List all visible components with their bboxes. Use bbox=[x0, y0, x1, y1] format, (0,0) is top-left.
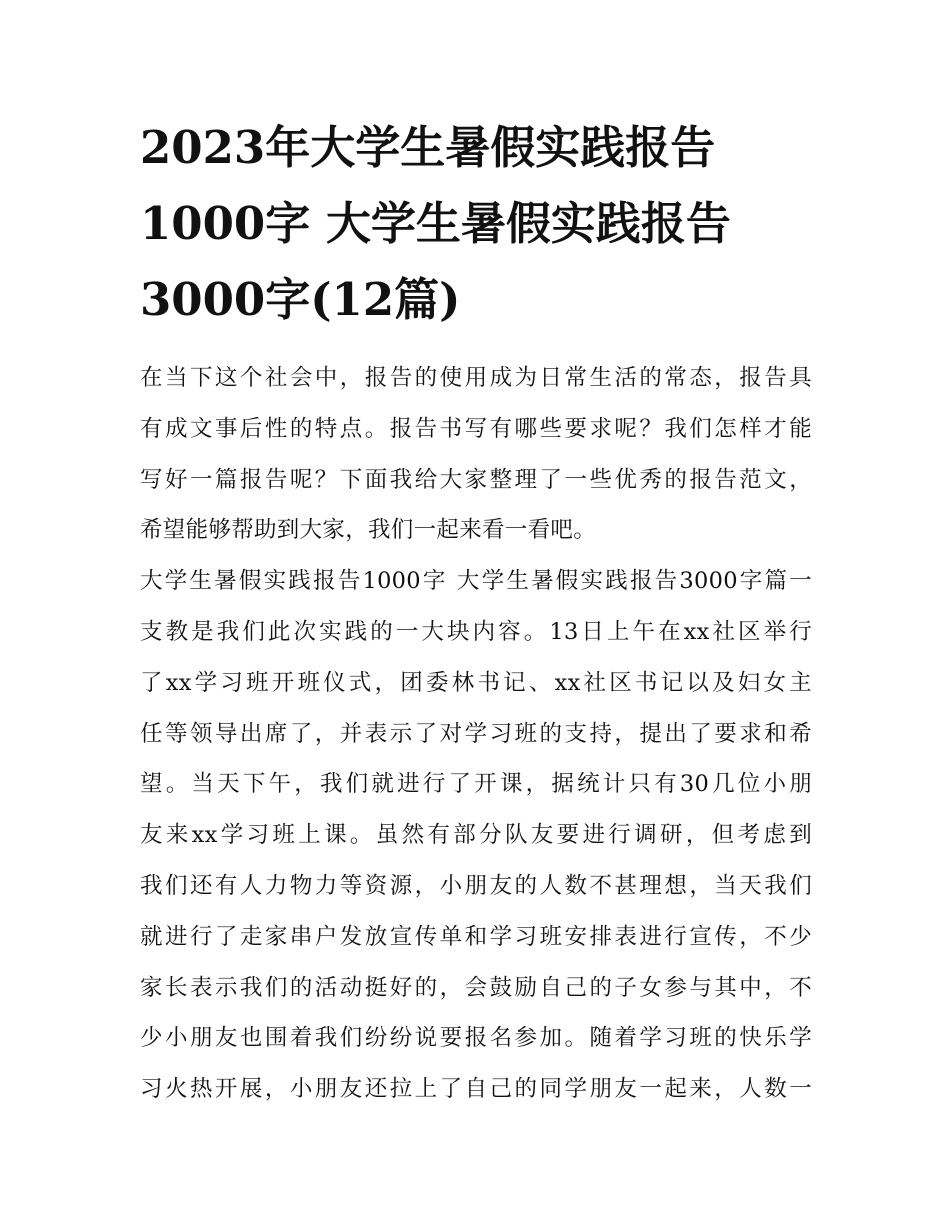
section-heading-line: 大学生暑假实践报告1000字 大学生暑假实践报告3000字篇一 bbox=[140, 568, 812, 595]
body-line-9: 望。当天下午，我们就进行了开课，据统计只有30几位小朋 bbox=[140, 771, 812, 798]
body-line-2: 有成文事后性的特点。报告书写有哪些要求呢？我们怎样才能 bbox=[140, 415, 812, 442]
body-line-12: 就进行了走家串户发放宣传单和学习班安排表进行宣传，不少 bbox=[140, 923, 812, 950]
body-line-3: 写好一篇报告呢？下面我给大家整理了一些优秀的报告范文， bbox=[140, 466, 812, 493]
title-line-3: 3000字(12篇) bbox=[140, 273, 461, 326]
body-line-10: 友来xx学习班上课。虽然有部分队友要进行调研，但考虑到 bbox=[140, 822, 812, 849]
body-line-13: 家长表示我们的活动挺好的，会鼓励自己的子女参与其中，不 bbox=[140, 974, 812, 1001]
body-line-8: 任等领导出席了，并表示了对学习班的支持，提出了要求和希 bbox=[140, 720, 812, 747]
document-title bbox=[140, 118, 812, 346]
body-line-6: 支教是我们此次实践的一大块内容。13日上午在xx社区举行 bbox=[140, 618, 812, 645]
title-line-2: 1000字 大学生暑假实践报告 bbox=[140, 197, 731, 250]
body-line-1: 在当下这个社会中，报告的使用成为日常生活的常态，报告具 bbox=[140, 365, 812, 391]
body-line-11: 我们还有人力物力等资源，小朋友的人数不甚理想，当天我们 bbox=[140, 872, 812, 899]
body-line-7: 了xx学习班开班仪式，团委林书记、xx社区书记以及妇女主 bbox=[140, 669, 812, 696]
document-body bbox=[140, 353, 812, 1115]
body-line-4: 希望能够帮助到大家，我们一起来看一看吧。 bbox=[140, 517, 597, 544]
document-page bbox=[140, 118, 812, 1115]
body-line-15: 习火热开展，小朋友还拉上了自己的同学朋友一起来，人数一 bbox=[140, 1076, 812, 1103]
body-line-14: 少小朋友也围着我们纷纷说要报名参加。随着学习班的快乐学 bbox=[140, 1025, 812, 1052]
title-line-1: 2023年大学生暑假实践报告 bbox=[140, 121, 716, 174]
